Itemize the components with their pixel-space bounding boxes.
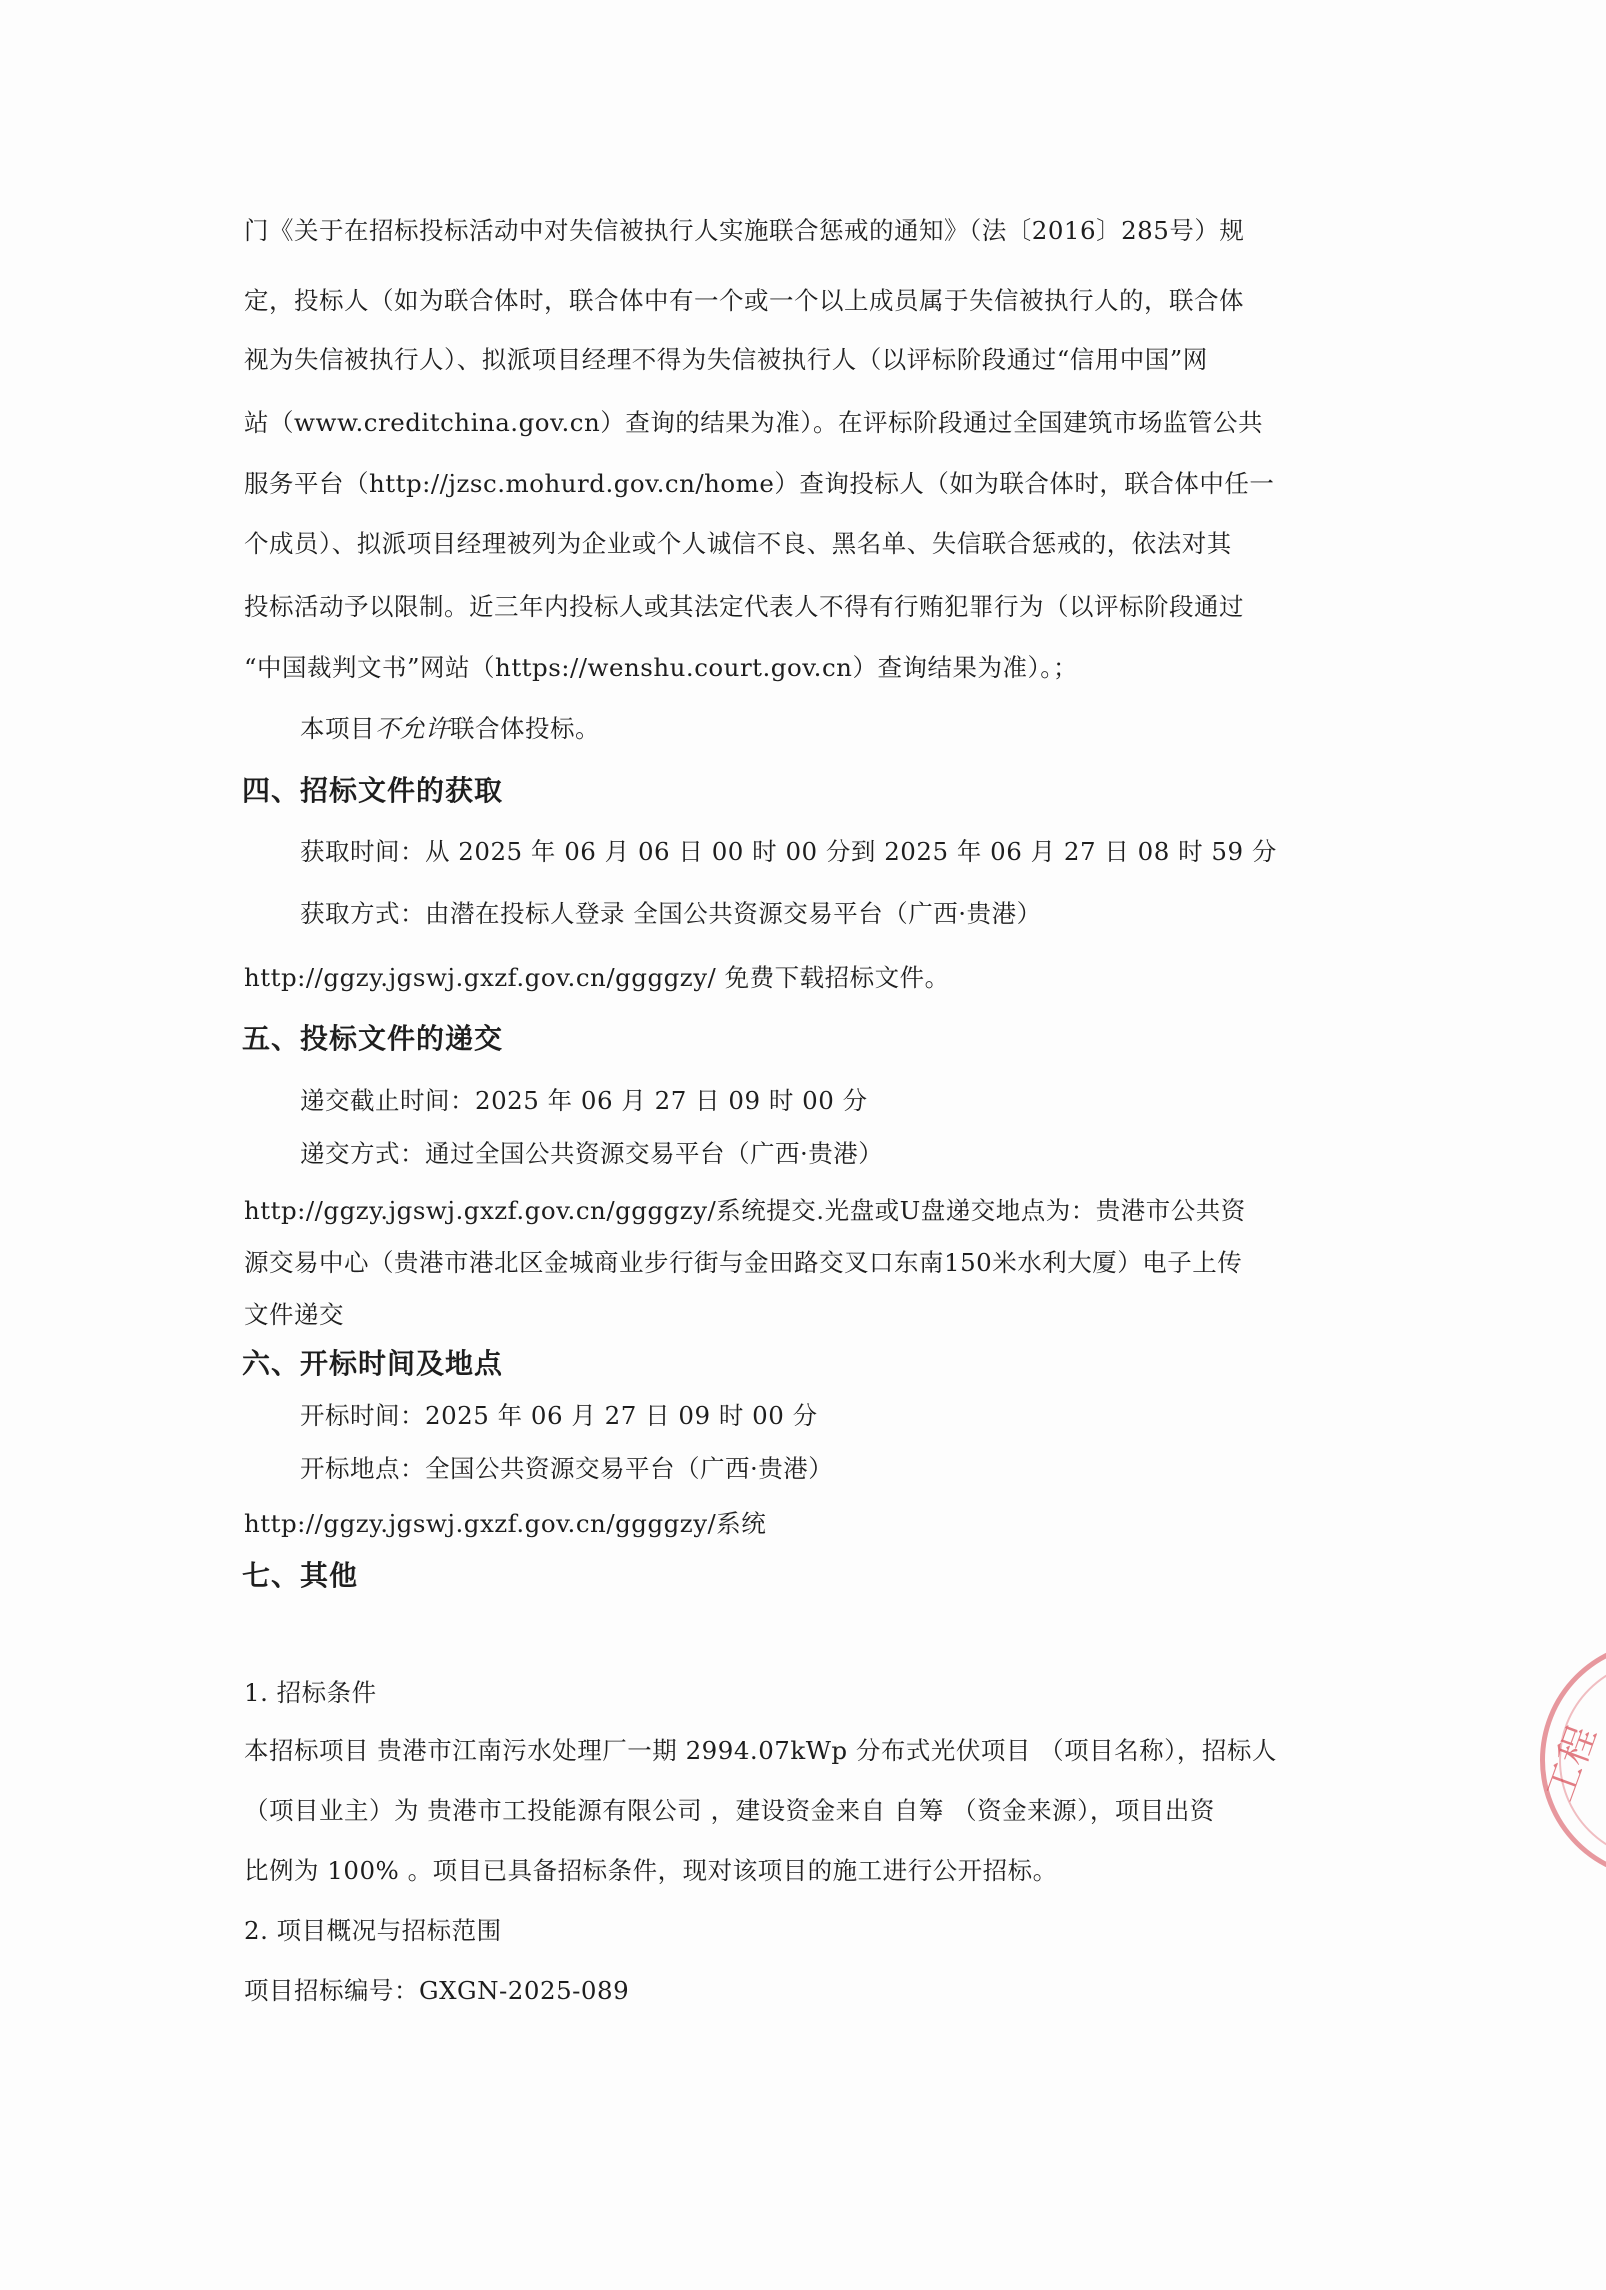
- section-heading: 五、投标文件的递交: [242, 1022, 504, 1055]
- paragraph-line: 定，投标人（如为联合体时，联合体中有一个或一个以上成员属于失信被执行人的，联合体: [244, 286, 1244, 315]
- paragraph-line: 服务平台（http://jzsc.mohurd.gov.cn/home）查询投标人（如为联合体时，联合体中任一: [244, 469, 1275, 498]
- submit-line: 文件递交: [244, 1300, 344, 1329]
- opening-time: 开标时间：2025 年 06 月 27 日 09 时 00 分: [300, 1401, 818, 1430]
- consortium-prefix: 本项目: [300, 714, 375, 743]
- acquire-time: 获取时间：从 2025 年 06 月 06 日 00 时 00 分到 2025 年 06 月 27 日 08 时 59 分: [300, 837, 1277, 866]
- paragraph-line: 视为失信被执行人）、拟派项目经理不得为失信被执行人（以评标阶段通过“信用中国”网: [244, 345, 1208, 374]
- conditions-title: 1. 招标条件: [244, 1678, 377, 1707]
- conditions-line: （项目业主）为 贵港市工投能源有限公司 ，建设资金来自 自筹 （资金来源），项目出资: [244, 1796, 1215, 1825]
- section-heading: 六、开标时间及地点: [242, 1347, 504, 1380]
- acquire-method: 获取方式：由潜在投标人登录 全国公共资源交易平台（广西·贵港）: [300, 899, 1042, 928]
- consortium-value: 不允许: [375, 714, 450, 743]
- conditions-line: 本招标项目 贵港市江南污水处理厂一期 2994.07kWp 分布式光伏项目 （项目名称），招标人: [244, 1736, 1277, 1765]
- submit-method: 递交方式：通过全国公共资源交易平台（广西·贵港）: [300, 1139, 884, 1168]
- consortium-note: [300, 713, 600, 745]
- paragraph-line: 个成员）、拟派项目经理被列为企业或个人诚信不良、黑名单、失信联合惩戒的，依法对其: [244, 529, 1232, 558]
- consortium-suffix: 联合体投标。: [450, 714, 600, 743]
- paragraph-line: 门《关于在招标投标活动中对失信被执行人实施联合惩戒的通知》（法〔2016〕285号）规: [244, 216, 1245, 245]
- paragraph-line: 站（www.creditchina.gov.cn）查询的结果为准）。在评标阶段通过全国建筑市场监管公共: [244, 408, 1264, 437]
- submit-deadline: 递交截止时间：2025 年 06 月 27 日 09 时 00 分: [300, 1086, 868, 1115]
- section-heading: 四、招标文件的获取: [242, 774, 504, 807]
- acquire-url: http://ggzy.jgswj.gxzf.gov.cn/ggggzy/ 免费下载招标文件。: [244, 963, 950, 992]
- project-number: 项目招标编号：GXGN-2025-089: [244, 1976, 630, 2005]
- paragraph-line: “中国裁判文书”网站（https://wenshu.court.gov.cn）查询结果为准）。；: [244, 653, 1078, 682]
- company-seal: [1537, 1640, 1606, 1880]
- submit-line: 源交易中心（贵港市港北区金城商业步行街与金田路交叉口东南150米水利大厦）电子上传: [244, 1248, 1243, 1277]
- conditions-line: 比例为 100% 。项目已具备招标条件，现对该项目的施工进行公开招标。: [244, 1856, 1058, 1885]
- paragraph-line: 投标活动予以限制。近三年内投标人或其法定代表人不得有行贿犯罪行为（以评标阶段通过: [244, 592, 1244, 621]
- submit-line: http://ggzy.jgswj.gxzf.gov.cn/ggggzy/系统提交.光盘或U盘递交地点为：贵港市公共资: [244, 1196, 1246, 1225]
- seal-text: 工程: [1537, 1720, 1605, 1807]
- opening-place: 开标地点：全国公共资源交易平台（广西·贵港）: [300, 1454, 834, 1483]
- opening-url: http://ggzy.jgswj.gxzf.gov.cn/ggggzy/系统: [244, 1509, 767, 1538]
- overview-title: 2. 项目概况与招标范围: [244, 1916, 502, 1945]
- section-heading: 七、其他: [242, 1559, 359, 1592]
